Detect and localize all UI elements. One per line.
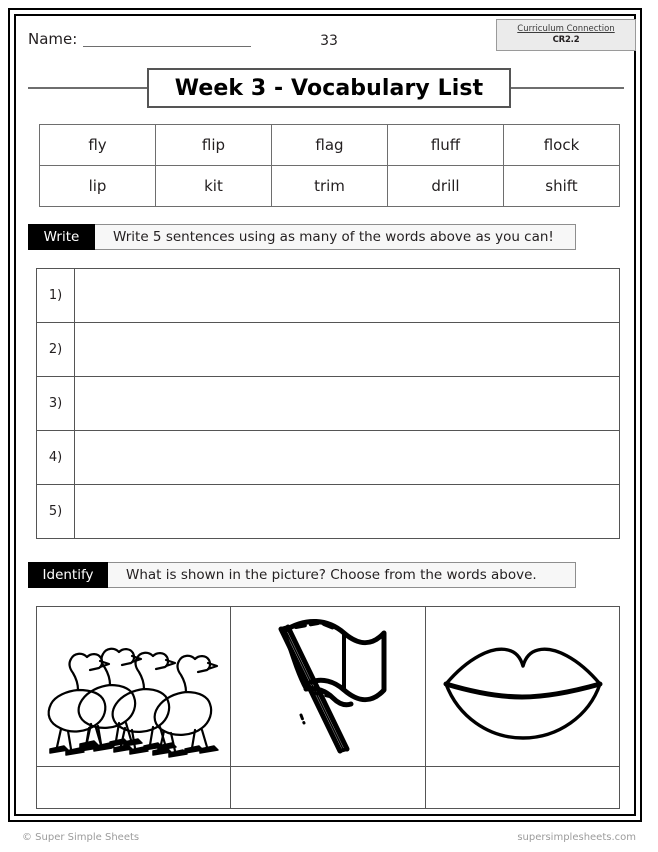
vocabulary-word-table	[39, 124, 620, 207]
flock-of-geese-icon	[37, 612, 230, 762]
word-cell: drill	[388, 166, 504, 207]
picture-cell-2	[231, 607, 425, 767]
sentence-number: 2)	[37, 323, 75, 377]
identify-instruction-text: What is shown in the picture? Choose from the words above.	[108, 562, 576, 588]
picture-cell-3	[425, 607, 619, 767]
sentence-answer-cell[interactable]	[75, 431, 620, 485]
word-cell: flock	[504, 125, 620, 166]
word-cell: flag	[272, 125, 388, 166]
picture-answer-cell-1[interactable]	[37, 767, 231, 809]
picture-cell-1	[37, 607, 231, 767]
sentence-number: 3)	[37, 377, 75, 431]
page-number: 33	[320, 33, 338, 49]
waving-flag-icon	[231, 611, 424, 763]
identify-instruction-bar	[28, 562, 576, 588]
table-row	[37, 269, 620, 323]
word-cell: fluff	[388, 125, 504, 166]
word-cell: lip	[40, 166, 156, 207]
word-cell: fly	[40, 125, 156, 166]
write-section-tab: Write	[28, 224, 95, 250]
write-instruction-text: Write 5 sentences using as many of the words above as you can!	[95, 224, 576, 250]
footer-copyright: © Super Simple Sheets	[22, 832, 140, 843]
sentence-answer-cell[interactable]	[75, 269, 620, 323]
page-footer	[0, 832, 658, 852]
table-row	[37, 377, 620, 431]
picture-answer-cell-2[interactable]	[231, 767, 425, 809]
sentence-number: 1)	[37, 269, 75, 323]
table-row	[40, 166, 620, 207]
lips-icon	[426, 622, 619, 752]
word-cell: flip	[156, 125, 272, 166]
identify-section-tab: Identify	[28, 562, 108, 588]
sentence-answer-cell[interactable]	[75, 485, 620, 539]
table-row	[37, 607, 620, 767]
table-row	[37, 323, 620, 377]
word-cell: trim	[272, 166, 388, 207]
sentence-number: 5)	[37, 485, 75, 539]
word-cell: shift	[504, 166, 620, 207]
curriculum-connection-code: CR2.2	[552, 34, 580, 45]
word-cell: kit	[156, 166, 272, 207]
worksheet-title-area	[28, 68, 624, 108]
sentence-answer-cell[interactable]	[75, 377, 620, 431]
table-row	[37, 431, 620, 485]
name-label: Name:	[28, 30, 78, 48]
picture-identification-table	[36, 606, 620, 809]
table-row	[40, 125, 620, 166]
picture-answer-cell-3[interactable]	[425, 767, 619, 809]
sentence-answer-cell[interactable]	[75, 323, 620, 377]
curriculum-connection-title: Curriculum Connection	[517, 24, 615, 34]
page-title: Week 3 - Vocabulary List	[174, 75, 484, 101]
table-row	[37, 485, 620, 539]
sentence-answer-table	[36, 268, 620, 539]
title-box	[147, 68, 511, 108]
write-instruction-bar	[28, 224, 576, 250]
curriculum-connection-badge	[496, 19, 636, 51]
footer-website: supersimplesheets.com	[517, 832, 636, 843]
sentence-number: 4)	[37, 431, 75, 485]
table-row	[37, 767, 620, 809]
